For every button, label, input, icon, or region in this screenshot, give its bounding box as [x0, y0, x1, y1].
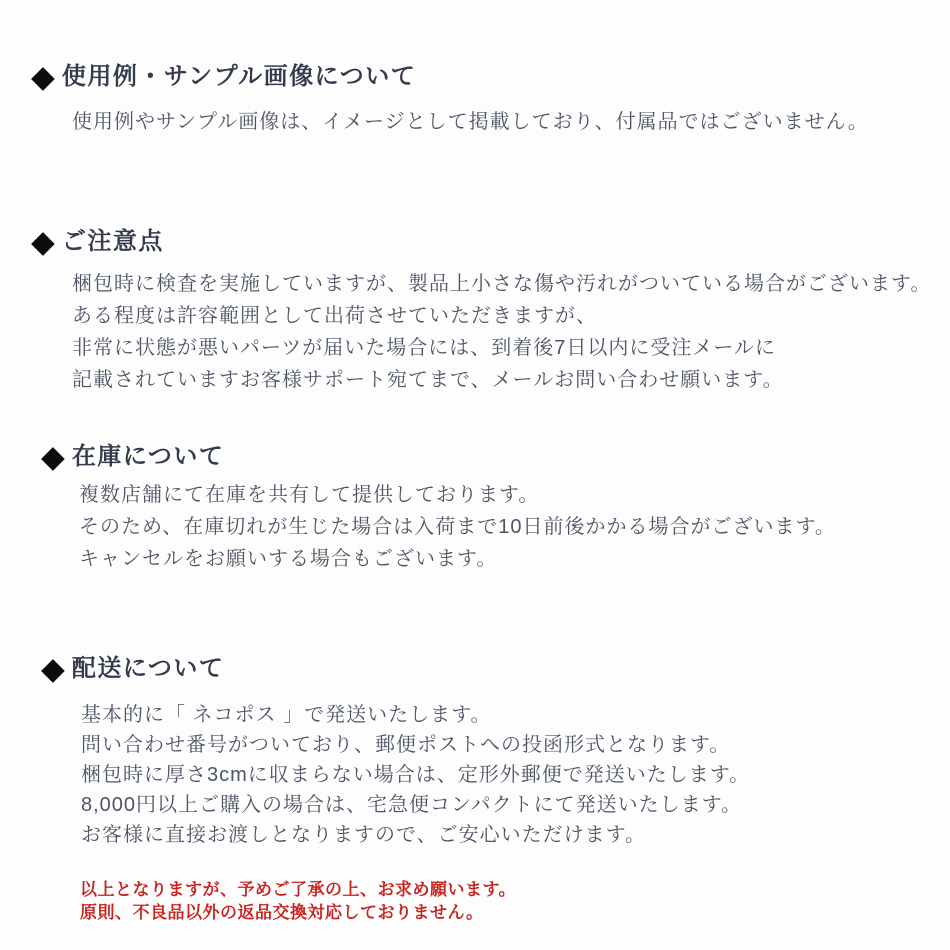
body-line: キャンセルをお願いする場合もございます。 [79, 548, 498, 570]
body-line: 8,000円以上ご購入の場合は、宅急便コンパクトにて発送いたします。 [81, 794, 743, 816]
section-stock [41, 440, 836, 575]
section-shipping [41, 652, 750, 850]
section-stock-body [79, 479, 836, 575]
section-stock-title: 在庫について [71, 443, 225, 470]
diamond-bullet-icon: ◆ [41, 438, 65, 474]
body-line: お客様に直接お渡しとなりますので、ご安心いただけます。 [81, 824, 646, 846]
section-cautions-title: ご注意点 [61, 228, 164, 255]
section-cautions-body [72, 268, 931, 396]
warning-notice [80, 878, 516, 924]
body-line: 梱包時に厚さ3cmに収まらない場合は、定形外郵便で発送いたします。 [81, 764, 751, 786]
body-line: ある程度は許容範囲として出荷させていただきますが、 [72, 305, 597, 327]
section-sample-images-body [72, 106, 869, 139]
section-stock-header [41, 440, 836, 474]
body-line: 非常に状態が悪いパーツが届いた場合には、到着後7日以内に受注メールに [72, 337, 776, 359]
diamond-bullet-icon: ◆ [41, 650, 65, 686]
body-line: 梱包時に検査を実施していますが、製品上小さな傷や汚れがついている場合がございます。 [72, 273, 932, 295]
warning-line: 原則、不良品以外の返品交換対応しておりません。 [80, 903, 484, 922]
section-shipping-header [41, 652, 750, 686]
body-line: 複数店舗にて在庫を共有して提供しております。 [79, 484, 540, 506]
section-cautions-header [31, 225, 931, 259]
body-line: そのため、在庫切れが生じた場合は入荷まで10日前後かかる場合がございます。 [79, 516, 836, 538]
section-sample-images-header [31, 60, 869, 94]
section-sample-images [31, 60, 869, 139]
body-line: 基本的に「 ネコポス 」で発送いたします。 [81, 704, 492, 726]
warning-line: 以上となりますが、予めご了承の上、お求め願います。 [80, 880, 517, 899]
body-line: 使用例やサンプル画像は、イメージとして掲載しており、付属品ではございません。 [72, 111, 869, 133]
section-shipping-title: 配送について [71, 655, 225, 682]
diamond-bullet-icon: ◆ [31, 58, 55, 94]
diamond-bullet-icon: ◆ [31, 223, 55, 259]
section-shipping-body [81, 700, 750, 850]
body-line: 問い合わせ番号がついており、郵便ポストへの投函形式となります。 [81, 734, 731, 756]
section-sample-images-title: 使用例・サンプル画像について [61, 63, 417, 90]
body-line: 記載されていますお客様サポート宛てまで、メールお問い合わせ願います。 [72, 369, 784, 391]
section-cautions [31, 225, 931, 396]
